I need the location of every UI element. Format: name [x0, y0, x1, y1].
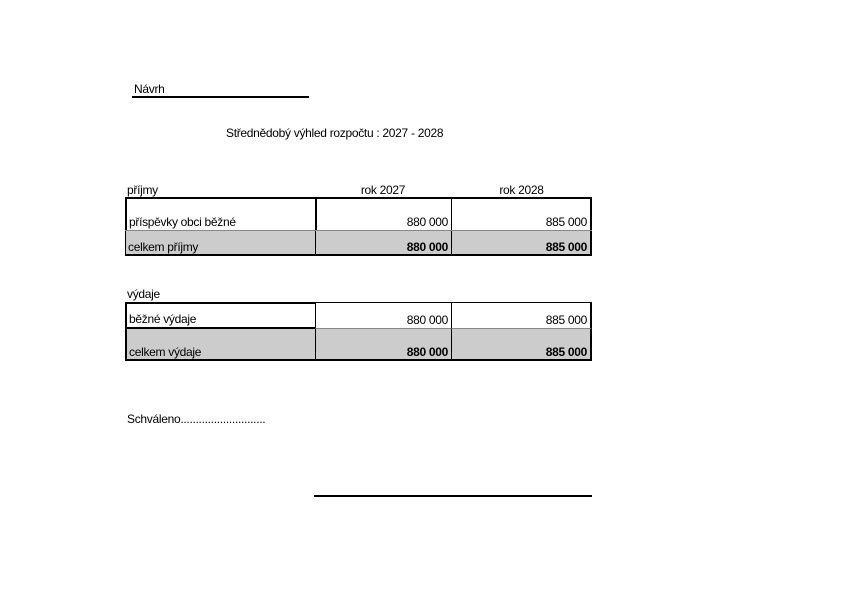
income-total-row	[125, 230, 592, 256]
income-total-year2-cell	[451, 231, 592, 256]
expenses-total-year2-cell	[451, 329, 592, 361]
approved-label: Schváleno............................	[127, 412, 266, 426]
expenses-total-year2-value: 885 000	[545, 345, 587, 359]
draft-underline	[132, 96, 309, 98]
expenses-section-label: výdaje	[127, 287, 160, 301]
expenses-row-label-cell	[125, 302, 315, 329]
income-row-label-cell	[125, 197, 315, 230]
draft-label: Návrh	[134, 82, 165, 96]
income-row-year2-value: 885 000	[545, 215, 587, 229]
expenses-total-row	[125, 329, 592, 361]
income-total-year1-value: 880 000	[406, 240, 448, 254]
expenses-table	[125, 302, 592, 359]
income-total-label: celkem příjmy	[128, 240, 199, 254]
expenses-total-label: celkem výdaje	[129, 345, 202, 359]
income-total-year1-cell	[315, 231, 451, 256]
expenses-row-year1-value: 880 000	[406, 313, 448, 327]
expenses-row-label: běžné výdaje	[129, 312, 197, 326]
income-section-label: příjmy	[127, 183, 158, 197]
expenses-total-label-cell	[125, 329, 315, 361]
expenses-row-year2-cell	[451, 302, 592, 329]
column-header-year1: rok 2027	[360, 183, 406, 197]
page-title: Střednědobý výhled rozpočtu : 2027 - 2028	[226, 126, 444, 140]
income-row-label: příspěvky obci běžné	[129, 215, 236, 229]
signature-line	[314, 495, 592, 497]
income-total-label-cell	[125, 231, 315, 256]
expenses-row-year2-value: 885 000	[545, 313, 587, 327]
table-row	[125, 302, 592, 329]
expenses-total-year1-value: 880 000	[406, 345, 448, 359]
income-row-year2-cell	[451, 197, 592, 230]
expenses-row-year1-cell	[315, 302, 451, 329]
table-row	[125, 197, 592, 230]
expenses-total-year1-cell	[315, 329, 451, 361]
income-row-year1-value: 880 000	[406, 215, 448, 229]
column-header-year2: rok 2028	[499, 183, 544, 197]
income-table	[125, 197, 592, 256]
income-total-year2-value: 885 000	[545, 240, 587, 254]
income-row-year1-cell	[315, 197, 451, 230]
